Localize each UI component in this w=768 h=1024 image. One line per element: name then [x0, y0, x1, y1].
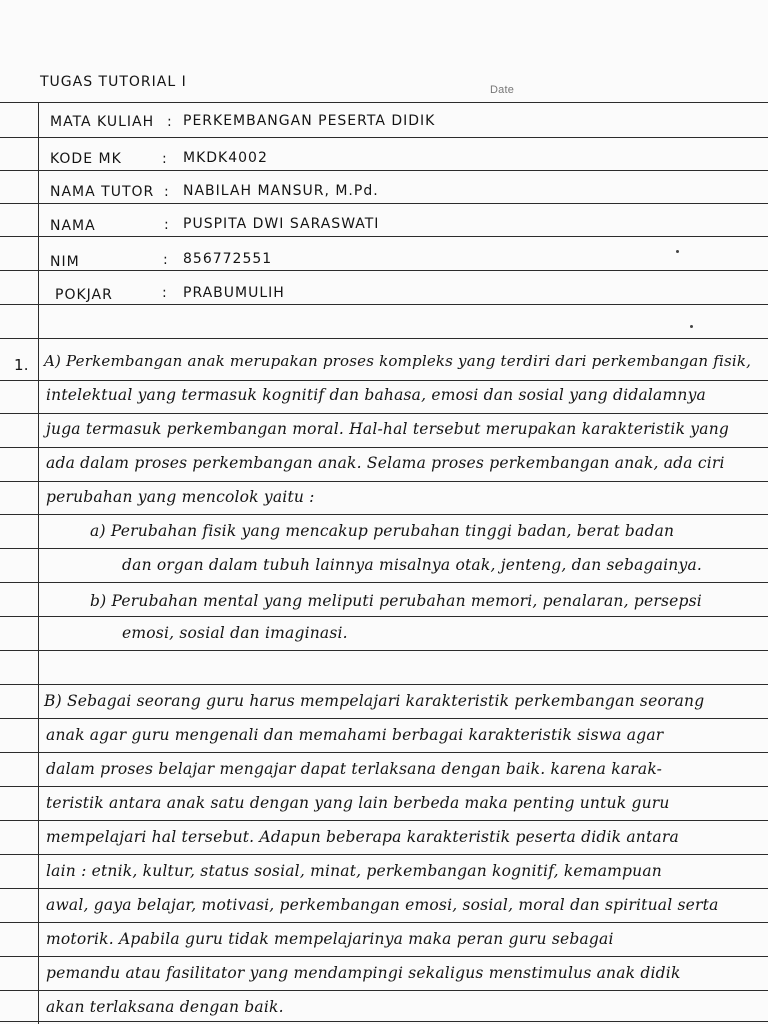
info-value-mata-kuliah: PERKEMBANGAN PESERTA DIDIK — [183, 113, 436, 129]
ruled-line — [0, 990, 768, 991]
answer-a-subitem: b) Perubahan mental yang meliputi perubahan memori, penalaran, persepsi — [90, 592, 702, 610]
answer-b-line: dalam proses belajar mengajar dapat terlaksana dengan baik. karena karak- — [46, 760, 663, 778]
answer-a-subitem-cont: emosi, sosial dan imaginasi. — [122, 624, 348, 642]
ruled-line — [0, 1021, 768, 1022]
answer-b-line: awal, gaya belajar, motivasi, perkembangan emosi, sosial, moral dan spiritual serta — [46, 896, 719, 914]
info-value-nama: PUSPITA DWI SARASWATI — [183, 216, 380, 232]
ruled-line — [0, 854, 768, 855]
info-label-pokjar: POKJAR — [55, 287, 113, 303]
ruled-line — [0, 447, 768, 448]
info-colon: : — [164, 217, 169, 233]
answer-a-subitem-cont: dan organ dalam tubuh lainnya misalnya otak, jenteng, dan sebagainya. — [122, 556, 703, 574]
answer-b-line: teristik antara anak satu dengan yang lain berbeda maka penting untuk guru — [46, 794, 670, 812]
info-value-nim: 856772551 — [183, 251, 273, 267]
info-label-nama-tutor: NAMA TUTOR — [50, 184, 155, 200]
margin-line — [38, 102, 39, 1024]
ruled-line — [0, 203, 768, 204]
answer-b-line: mempelajari hal tersebut. Adapun beberapa karakteristik peserta didik antara — [46, 828, 679, 846]
page-title: TUGAS TUTORIAL I — [40, 74, 187, 90]
ruled-line — [0, 956, 768, 957]
answer-a-line: juga termasuk perkembangan moral. Hal-hal tersebut merupakan karakteristik yang — [46, 420, 729, 438]
pen-dot — [690, 325, 693, 328]
info-colon: : — [167, 114, 172, 130]
answer-a-line: A) Perkembangan anak merupakan proses kompleks yang terdiri dari perkembangan fisik, — [44, 352, 752, 370]
info-label-kode-mk: KODE MK — [50, 151, 122, 167]
ruled-line — [0, 380, 768, 381]
answer-a-line: perubahan yang mencolok yaitu : — [46, 488, 315, 506]
info-value-pokjar: PRABUMULIH — [183, 285, 285, 301]
answer-b-line: akan terlaksana dengan baik. — [46, 998, 284, 1016]
ruled-line — [0, 786, 768, 787]
ruled-line — [0, 170, 768, 171]
ruled-line — [0, 684, 768, 685]
ruled-line — [0, 236, 768, 237]
ruled-line — [0, 718, 768, 719]
ruled-line — [0, 304, 768, 305]
ruled-line — [0, 548, 768, 549]
ruled-line — [0, 270, 768, 271]
answer-a-line: ada dalam proses perkembangan anak. Selama proses perkembangan anak, ada ciri — [46, 454, 725, 472]
info-value-kode-mk: MKDK4002 — [183, 150, 268, 166]
date-label: Date — [490, 84, 515, 96]
ruled-line — [0, 820, 768, 821]
ruled-line — [0, 413, 768, 414]
info-value-nama-tutor: NABILAH MANSUR, M.Pd. — [183, 183, 379, 199]
ruled-line — [0, 888, 768, 889]
info-label-nim: NIM — [50, 254, 80, 270]
info-colon: : — [164, 184, 169, 200]
ruled-line — [0, 514, 768, 515]
info-label-mata-kuliah: MATA KULIAH — [50, 114, 155, 130]
info-label-nama: NAMA — [50, 218, 96, 234]
ruled-line — [0, 752, 768, 753]
ruled-line — [0, 481, 768, 482]
answer-number: 1. — [14, 356, 29, 374]
ruled-line — [0, 616, 768, 617]
answer-b-line: anak agar guru mengenali dan memahami berbagai karakteristik siswa agar — [46, 726, 664, 744]
answer-a-line: intelektual yang termasuk kognitif dan bahasa, emosi dan sosial yang didalamnya — [46, 386, 706, 404]
answer-b-line: motorik. Apabila guru tidak mempelajarinya maka peran guru sebagai — [46, 930, 614, 948]
ruled-line — [0, 650, 768, 651]
answer-b-line: lain : etnik, kultur, status sosial, minat, perkembangan kognitif, kemampuan — [46, 862, 662, 880]
info-colon: : — [162, 285, 167, 301]
pen-dot — [676, 250, 679, 253]
ruled-line — [0, 102, 768, 103]
ruled-line — [0, 922, 768, 923]
answer-a-subitem: a) Perubahan fisik yang mencakup perubahan tinggi badan, berat badan — [90, 522, 675, 540]
ruled-line — [0, 582, 768, 583]
info-colon: : — [162, 151, 167, 167]
answer-b-line: B) Sebagai seorang guru harus mempelajari karakteristik perkembangan seorang — [44, 692, 705, 710]
info-colon: : — [163, 252, 168, 268]
ruled-line — [0, 137, 768, 138]
ruled-line — [0, 338, 768, 339]
answer-b-line: pemandu atau fasilitator yang mendampingi sekaligus menstimulus anak didik — [46, 964, 681, 982]
